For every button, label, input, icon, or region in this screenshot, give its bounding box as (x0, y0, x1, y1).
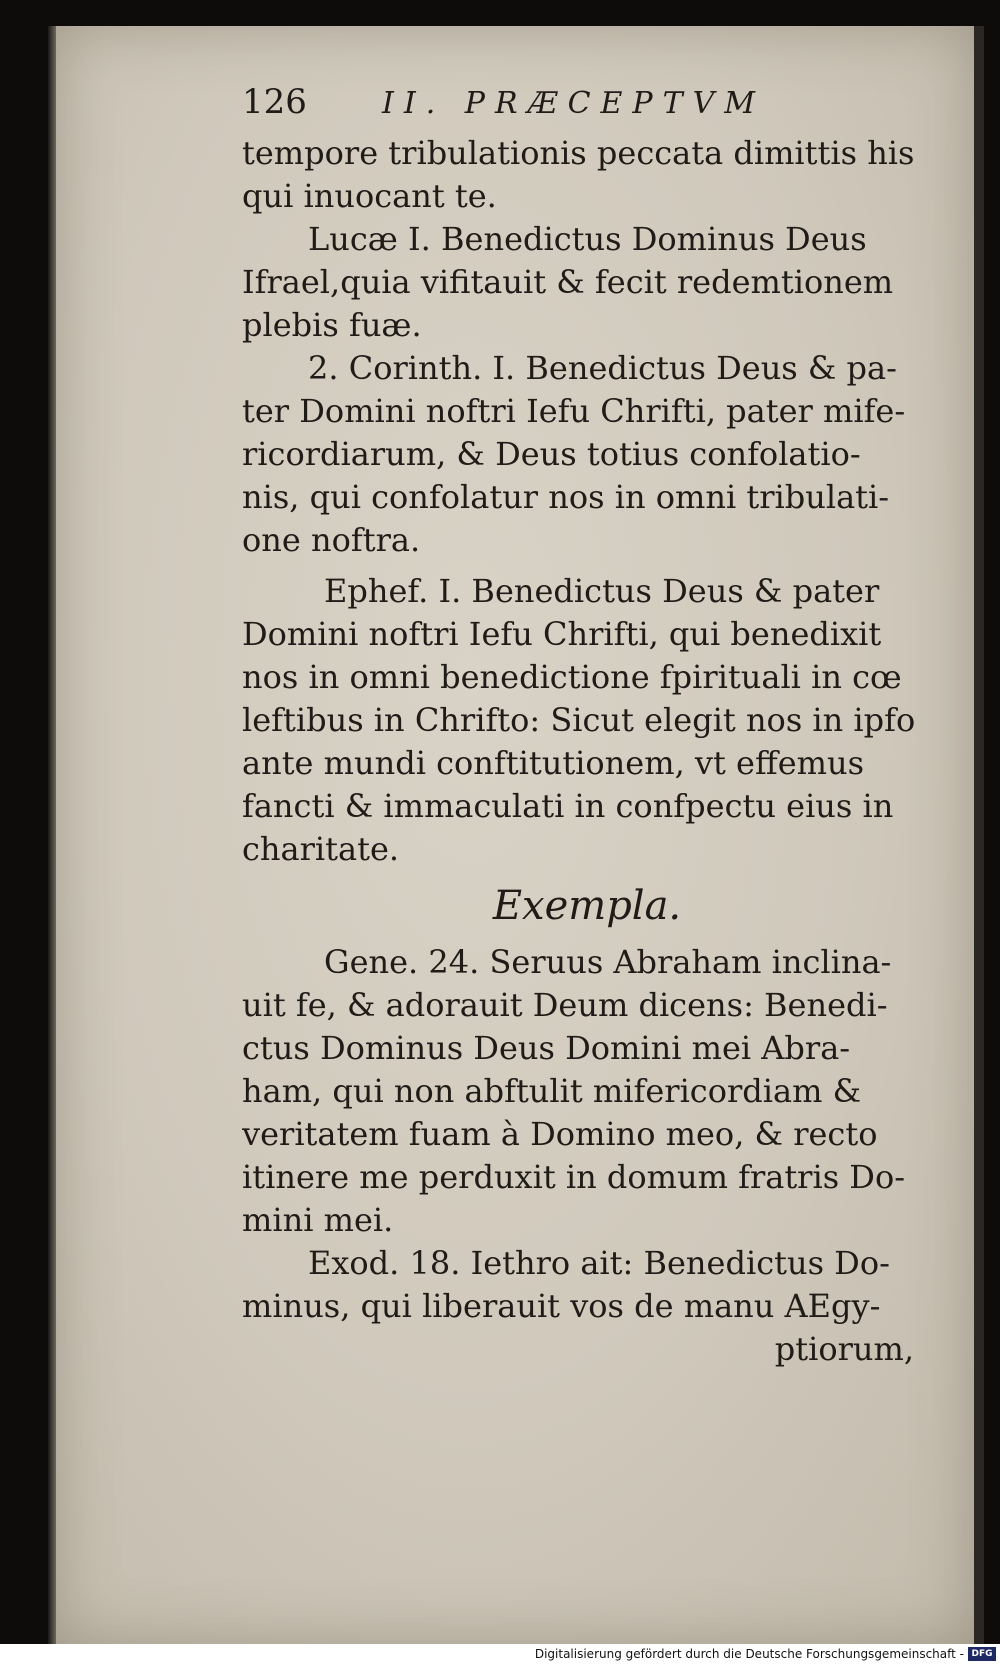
text-line: plebis fuæ. (242, 306, 422, 344)
text-line: mini mei. (242, 1201, 394, 1239)
text-line: veritatem fuam à Domino meo, & recto (242, 1115, 878, 1153)
text-line: fancti & immaculati in confpectu eius in (242, 787, 894, 825)
digitization-footer (0, 1644, 1000, 1665)
text-line: nos in omni benedictione fpirituali in cœ (242, 658, 902, 696)
text-line: ham, qui non abftulit mifericordiam & (242, 1072, 862, 1110)
text-line: Ifrael,quia vifitauit & fecit redemtionem (242, 263, 894, 301)
text-line: nis, qui confolatur nos in omni tribulati- (242, 478, 890, 516)
text-line: Exod. 18. Iethro ait: Benedictus Do- (308, 1244, 890, 1282)
page-edge (974, 26, 984, 1644)
catchword: ptiorum, (774, 1330, 914, 1368)
text-line: leftibus in Chrifto: Sicut elegit nos in ipfo (242, 701, 916, 739)
text-line: charitate. (242, 830, 400, 868)
text-line: Lucæ I. Benedictus Dominus Deus (308, 220, 867, 258)
funding-credit: Digitalisierung gefördert durch die Deutsche Forschungsgemeinschaft - (534, 1647, 964, 1661)
text-line: qui inuocant te. (242, 177, 497, 215)
text-line: Ephef. I. Benedictus Deus & pater (324, 572, 880, 610)
text-line: ctus Dominus Deus Domini mei Abra- (242, 1029, 851, 1067)
text-line: one noftra. (242, 521, 421, 559)
book-spine-shadow (48, 26, 56, 1644)
text-line: ricordiarum, & Deus totius confolatio- (242, 435, 861, 473)
dfg-logo-icon: DFG (968, 1647, 996, 1661)
text-line: ante mundi conftitutionem, vt effemus (242, 744, 864, 782)
text-line: Gene. 24. Seruus Abraham inclina- (324, 943, 892, 981)
text-line: 2. Corinth. I. Benedictus Deus & pa- (308, 349, 897, 387)
page-number: 126 (242, 82, 307, 122)
text-line: itinere me perduxit in domum fratris Do- (242, 1158, 906, 1196)
page-header (242, 82, 922, 132)
text-line: uit fe, & adorauit Deum dicens: Benedi- (242, 986, 888, 1024)
text-line: minus, qui liberauit vos de manu AEgy- (242, 1287, 881, 1325)
section-heading: Exempla. (492, 883, 682, 929)
running-head: II. PRÆCEPTVM (382, 86, 766, 121)
text-line: Domini noftri Iefu Chrifti, qui benedixit (242, 615, 882, 653)
page-text-block (242, 82, 922, 1371)
text-line: tempore tribulationis peccata dimittis his (242, 134, 915, 172)
text-line: ter Domini noftri Iefu Chrifti, pater mife- (242, 392, 906, 430)
